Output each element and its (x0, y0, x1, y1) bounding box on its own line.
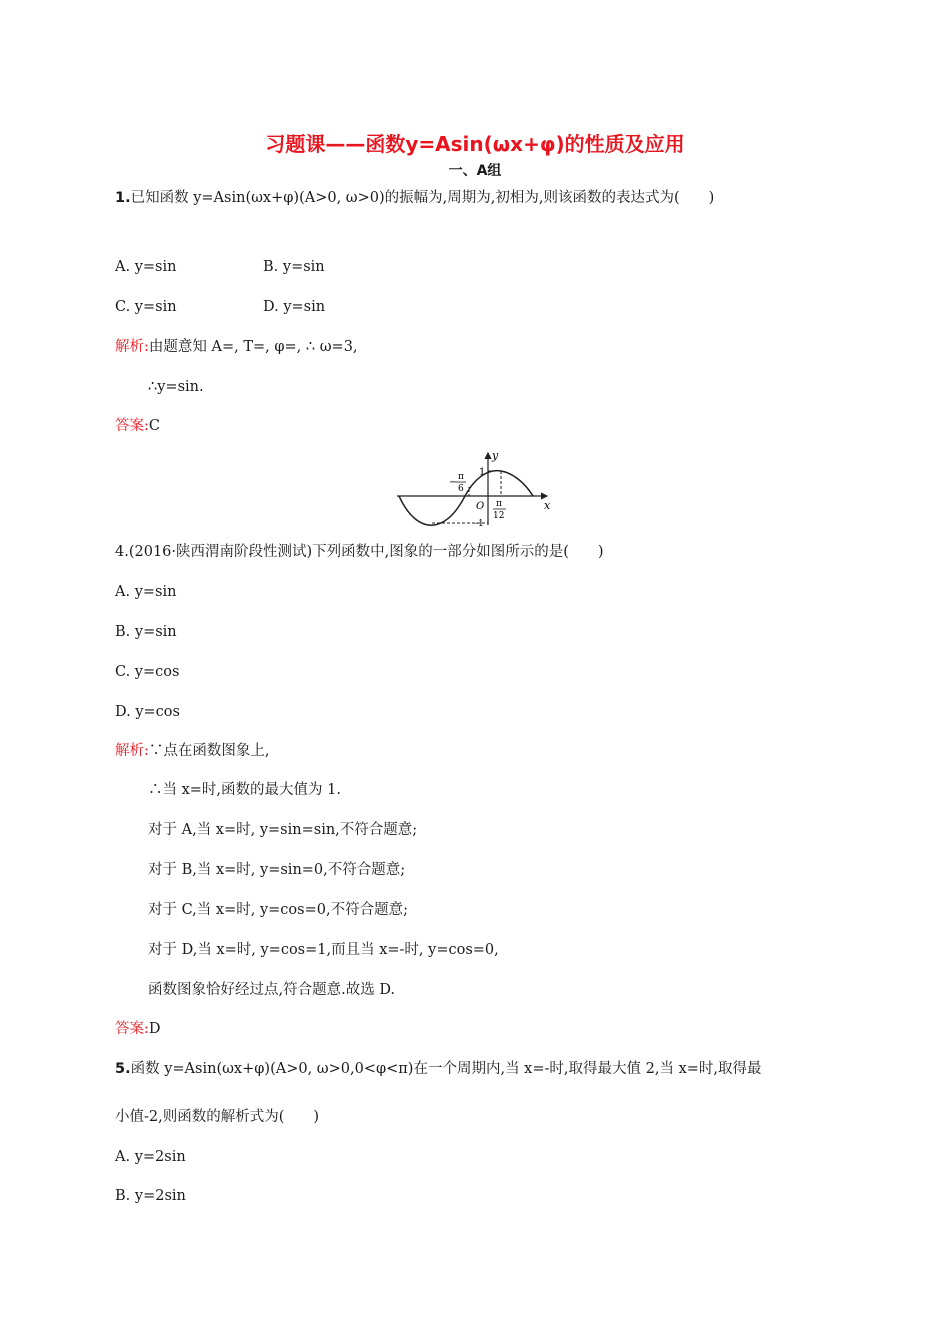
q5-stem-line-2: 小值-2,则函数的解析式为( ) (115, 1109, 320, 1125)
q4-answer: D (148, 1021, 161, 1037)
q5-number: 5. (115, 1061, 131, 1077)
q5-stem-1: 函数 y=Asin(ωx+φ)(A>0, ω>0,0<φ<π)在一个周期内,当 x=-时,取得最大值 2,当 x=时,取得最 (130, 1061, 762, 1077)
y-label: y (492, 449, 499, 462)
q1-answer-label: 答案: (115, 418, 149, 434)
q5-option-a: A. y=2sin (115, 1149, 186, 1165)
q1-stem-line (115, 188, 714, 208)
q1-option-c: C. y=sin (115, 299, 177, 315)
q4-analysis-3: 对于 A,当 x=时, y=sin=sin,不符合题意; (148, 822, 418, 838)
twelve-label: 12 (493, 511, 505, 521)
pi-label: π (496, 499, 502, 509)
q4-option-b: B. y=sin (115, 624, 177, 640)
q4-answer-label: 答案: (115, 1021, 149, 1037)
q1-option-b: B. y=sin (263, 259, 325, 275)
q1-analysis-line (115, 337, 358, 357)
neg-pi-label: π (458, 472, 464, 482)
q1-stem: 已知函数 y=Asin(ωx+φ)(A>0, ω>0)的振幅为,周期为,初相为,则该函数的表达式为( ) (130, 190, 715, 206)
neg-sign: − (449, 477, 458, 488)
q4-analysis-2: ∴当 x=时,函数的最大值为 1. (148, 782, 341, 798)
q4-analysis-6: 对于 D,当 x=时, y=cos=1,而且当 x=-时, y=cos=0, (148, 942, 499, 958)
q1-analysis-1: 由题意知 A=, T=, φ=, ∴ ω=3, (148, 339, 358, 355)
section-heading: 一、A组 (448, 163, 502, 179)
label-neg-one: -1 (475, 519, 484, 527)
q4-answer-line (115, 1019, 161, 1039)
q1-answer-line (115, 416, 160, 436)
q4-option-a: A. y=sin (115, 584, 177, 600)
q4-option-d: D. y=cos (115, 704, 180, 720)
q1-analysis-label: 解析: (115, 339, 149, 355)
q5-option-b: B. y=2sin (115, 1188, 186, 1204)
q4-analysis-5: 对于 C,当 x=时, y=cos=0,不符合题意; (148, 902, 408, 918)
page-title: 习题课——函数y=Asin(ωx+φ)的性质及应用 (265, 132, 685, 156)
q4-analysis-4: 对于 B,当 x=时, y=sin=0,不符合题意; (148, 862, 406, 878)
q1-option-d: D. y=sin (263, 299, 326, 315)
q4-stem: (2016·陕西渭南阶段性测试)下列函数中,图象的一部分如图所示的是( ) (128, 544, 604, 560)
q4-analysis-line (115, 741, 270, 761)
sine-graph (395, 447, 560, 527)
q4-analysis-label: 解析: (115, 743, 149, 759)
q1-option-a: A. y=sin (115, 259, 177, 275)
sine-curve (399, 471, 533, 526)
q5-stem-line-1 (115, 1059, 762, 1079)
label-one: 1 (479, 467, 486, 478)
q4-stem-line (115, 542, 604, 562)
q4-analysis-7: 函数图象恰好经过点,符合题意.故选 D. (148, 982, 396, 998)
q4-analysis-1: ∵点在函数图象上, (148, 743, 270, 759)
origin-label: O (476, 501, 485, 512)
q4-number: 4. (115, 544, 129, 560)
q1-number: 1. (115, 190, 131, 206)
q4-option-c: C. y=cos (115, 664, 180, 680)
q1-answer: C (148, 418, 160, 434)
neg-six-label: 6 (458, 484, 464, 494)
x-label: x (544, 499, 551, 512)
q1-analysis-2: ∴y=sin. (148, 379, 204, 395)
